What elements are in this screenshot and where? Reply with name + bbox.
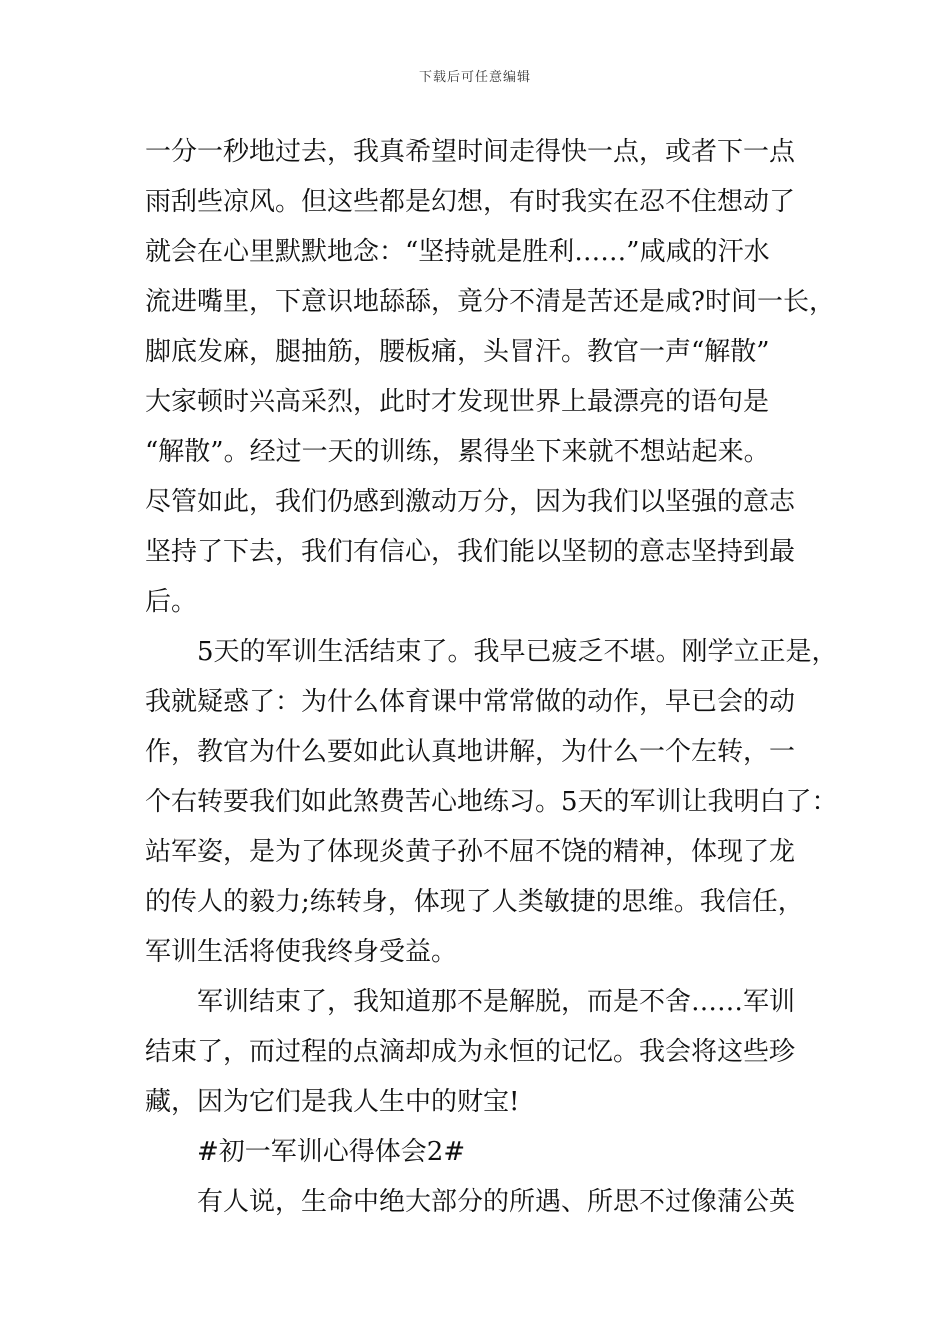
page-header: 下载后可任意编辑 bbox=[418, 70, 531, 85]
text-line: “解散”。经过一天的训练，累得坐下来就不想站起来。 bbox=[145, 437, 770, 467]
text-line: 坚持了下去，我们有信心，我们能以坚韧的意志坚持到最 bbox=[145, 537, 796, 567]
paragraph-start-line: 5天的军训生活结束了。我早已疲乏不堪。刚学立正是， bbox=[145, 637, 838, 667]
text-line: 个右转要我们如此煞费苦心地练习。5天的军训让我明白了： bbox=[145, 787, 838, 817]
text-line: 军训生活将使我终身受益。 bbox=[145, 937, 458, 967]
text-line: 作，教官为什么要如此认真地讲解，为什么一个左转，一 bbox=[145, 737, 796, 767]
text-line: 我就疑惑了：为什么体育课中常常做的动作，早已会的动 bbox=[145, 687, 796, 717]
paragraph-start-line: 有人说，生命中绝大部分的所遇、所思不过像蒲公英 bbox=[145, 1187, 796, 1217]
text-line: 就会在心里默默地念：“坚持就是胜利……”咸咸的汗水 bbox=[145, 237, 770, 267]
text-line: 的传人的毅力;练转身，体现了人类敏捷的思维。我信任， bbox=[145, 887, 804, 917]
article-body bbox=[145, 127, 838, 1227]
text-line: 站军姿，是为了体现炎黄子孙不屈不饶的精神，体现了龙 bbox=[145, 837, 796, 867]
text-line: 后。 bbox=[145, 587, 198, 617]
text-line: 藏，因为它们是我人生中的财宝! bbox=[145, 1087, 520, 1117]
text-line: 雨刮些凉风。但这些都是幻想，有时我实在忍不住想动了 bbox=[145, 187, 796, 217]
text-line: 一分一秒地过去，我真希望时间走得快一点，或者下一点 bbox=[145, 137, 796, 167]
text-line: 尽管如此，我们仍感到激动万分，因为我们以坚强的意志 bbox=[145, 487, 796, 517]
paragraph-start-line: 军训结束了，我知道那不是解脱，而是不舍……军训 bbox=[145, 987, 796, 1017]
text-line: 脚底发麻，腿抽筋，腰板痛，头冒汗。教官一声“解散” bbox=[145, 337, 770, 367]
section-heading: #初一军训心得体会2# bbox=[145, 1137, 466, 1167]
text-line: 流进嘴里，下意识地舔舔，竟分不清是苦还是咸?时间一长， bbox=[145, 287, 835, 317]
text-line: 大家顿时兴高采烈，此时才发现世界上最漂亮的语句是 bbox=[145, 387, 770, 417]
text-line: 结束了，而过程的点滴却成为永恒的记忆。我会将这些珍 bbox=[145, 1037, 796, 1067]
